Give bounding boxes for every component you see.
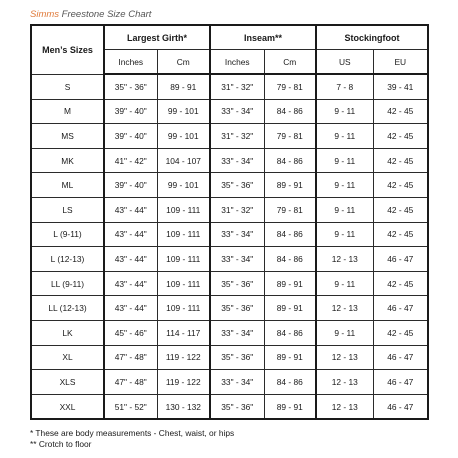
eu-size-cell: 42 - 45 [373, 173, 428, 198]
table-row [31, 222, 428, 247]
table-row [31, 320, 428, 345]
inseam-cm-cell: 89 - 91 [264, 173, 316, 198]
girth-inches-cell: 43" - 44" [104, 247, 157, 272]
eu-size-cell: 42 - 45 [373, 222, 428, 247]
size-cell: M [31, 99, 104, 124]
girth-inches-cell: 47" - 48" [104, 345, 157, 370]
girth-inches-cell: 43" - 44" [104, 271, 157, 296]
largest-girth-header: Largest Girth* [104, 25, 210, 50]
eu-size-cell: 42 - 45 [373, 320, 428, 345]
girth-inches-cell: 39" - 40" [104, 99, 157, 124]
size-cell: MK [31, 148, 104, 173]
footnotes [30, 428, 234, 450]
us-size-cell: 9 - 11 [316, 320, 373, 345]
us-size-cell: 9 - 11 [316, 271, 373, 296]
us-size-cell: 12 - 13 [316, 345, 373, 370]
us-size-cell: 9 - 11 [316, 173, 373, 198]
inseam-inches-cell: 35" - 36" [210, 271, 264, 296]
inseam-inches-cell: 33" - 34" [210, 247, 264, 272]
girth-cm-cell: 109 - 111 [157, 222, 210, 247]
girth-inches-cell: 39" - 40" [104, 173, 157, 198]
eu-size-cell: 42 - 45 [373, 271, 428, 296]
size-cell: LK [31, 320, 104, 345]
girth-inches-cell: 43" - 44" [104, 222, 157, 247]
size-cell: LL (9-11) [31, 271, 104, 296]
title-text: Freestone Size Chart [59, 9, 152, 20]
girth-cm-cell: 119 - 122 [157, 370, 210, 395]
mens-sizes-header: Men’s Sizes [31, 25, 104, 74]
stockingfoot-header: Stockingfoot [316, 25, 428, 50]
inseam-cm-cell: 84 - 86 [264, 148, 316, 173]
girth-inches-subheader: Inches [104, 50, 157, 75]
eu-size-cell: 42 - 45 [373, 99, 428, 124]
inseam-inches-cell: 33" - 34" [210, 222, 264, 247]
eu-size-cell: 42 - 45 [373, 197, 428, 222]
girth-cm-cell: 89 - 91 [157, 74, 210, 99]
inseam-inches-cell: 33" - 34" [210, 320, 264, 345]
girth-cm-cell: 109 - 111 [157, 247, 210, 272]
size-cell: MS [31, 124, 104, 149]
girth-cm-cell: 99 - 101 [157, 124, 210, 149]
inseam-cm-cell: 84 - 86 [264, 222, 316, 247]
eu-size-cell: 46 - 47 [373, 370, 428, 395]
inseam-cm-cell: 79 - 81 [264, 74, 316, 99]
inseam-header: Inseam** [210, 25, 316, 50]
size-cell: ML [31, 173, 104, 198]
inseam-cm-cell: 84 - 86 [264, 320, 316, 345]
table-row [31, 124, 428, 149]
footnote-body-measurements: * These are body measurements - Chest, waist, or hips [30, 428, 235, 438]
us-size-cell: 12 - 13 [316, 370, 373, 395]
eu-size-cell: 46 - 47 [373, 247, 428, 272]
inseam-inches-cell: 35" - 36" [210, 173, 264, 198]
table-row [31, 173, 428, 198]
girth-cm-cell: 99 - 101 [157, 173, 210, 198]
size-cell: XL [31, 345, 104, 370]
girth-inches-cell: 39" - 40" [104, 124, 157, 149]
girth-cm-cell: 119 - 122 [157, 345, 210, 370]
size-cell: XLS [31, 370, 104, 395]
table-row [31, 271, 428, 296]
inseam-cm-cell: 89 - 91 [264, 271, 316, 296]
size-rows [31, 74, 428, 419]
table-row [31, 394, 428, 419]
us-size-cell: 12 - 13 [316, 247, 373, 272]
inseam-inches-cell: 35" - 36" [210, 394, 264, 419]
inseam-inches-cell: 31" - 32" [210, 74, 264, 99]
us-size-cell: 9 - 11 [316, 197, 373, 222]
inseam-cm-cell: 84 - 86 [264, 247, 316, 272]
size-cell: XXL [31, 394, 104, 419]
girth-inches-cell: 43" - 44" [104, 296, 157, 321]
us-size-cell: 9 - 11 [316, 99, 373, 124]
girth-cm-cell: 99 - 101 [157, 99, 210, 124]
inseam-cm-cell: 89 - 91 [264, 394, 316, 419]
eu-size-cell: 46 - 47 [373, 394, 428, 419]
inseam-cm-cell: 79 - 81 [264, 197, 316, 222]
header-row [31, 25, 428, 50]
girth-cm-cell: 104 - 107 [157, 148, 210, 173]
girth-cm-cell: 109 - 111 [157, 197, 210, 222]
table-row [31, 345, 428, 370]
inseam-cm-cell: 84 - 86 [264, 370, 316, 395]
us-size-cell: 12 - 13 [316, 296, 373, 321]
us-size-cell: 9 - 11 [316, 222, 373, 247]
inseam-inches-cell: 31" - 32" [210, 124, 264, 149]
inseam-inches-cell: 35" - 36" [210, 296, 264, 321]
us-size-cell: 12 - 13 [316, 394, 373, 419]
inseam-cm-cell: 89 - 91 [264, 296, 316, 321]
us-size-cell: 9 - 11 [316, 124, 373, 149]
girth-cm-cell: 130 - 132 [157, 394, 210, 419]
inseam-inches-cell: 33" - 34" [210, 148, 264, 173]
table-row [31, 99, 428, 124]
girth-inches-cell: 35" - 36" [104, 74, 157, 99]
footnote-crotch-to-floor: ** Crotch to floor [30, 439, 92, 449]
size-chart-table [30, 24, 429, 420]
girth-inches-cell: 47" - 48" [104, 370, 157, 395]
us-subheader: US [316, 50, 373, 75]
size-cell: L (9-11) [31, 222, 104, 247]
table-row [31, 74, 428, 99]
chart-title [30, 9, 151, 20]
table-row [31, 247, 428, 272]
eu-size-cell: 46 - 47 [373, 345, 428, 370]
size-cell: LL (12-13) [31, 296, 104, 321]
inseam-inches-cell: 31" - 32" [210, 197, 264, 222]
inseam-inches-cell: 35" - 36" [210, 345, 264, 370]
us-size-cell: 9 - 11 [316, 148, 373, 173]
eu-size-cell: 39 - 41 [373, 74, 428, 99]
brand-name: Simms [30, 9, 60, 20]
size-cell: L (12-13) [31, 247, 104, 272]
eu-size-cell: 46 - 47 [373, 296, 428, 321]
girth-cm-cell: 109 - 111 [157, 271, 210, 296]
eu-subheader: EU [373, 50, 428, 75]
inseam-cm-cell: 84 - 86 [264, 99, 316, 124]
inseam-inches-subheader: Inches [210, 50, 264, 75]
eu-size-cell: 42 - 45 [373, 148, 428, 173]
girth-inches-cell: 43" - 44" [104, 197, 157, 222]
inseam-inches-cell: 33" - 34" [210, 370, 264, 395]
girth-cm-cell: 114 - 117 [157, 320, 210, 345]
girth-cm-cell: 109 - 111 [157, 296, 210, 321]
girth-inches-cell: 45" - 46" [104, 320, 157, 345]
girth-inches-cell: 41" - 42" [104, 148, 157, 173]
table-row [31, 197, 428, 222]
size-cell: LS [31, 197, 104, 222]
inseam-inches-cell: 33" - 34" [210, 99, 264, 124]
inseam-cm-subheader: Cm [264, 50, 316, 75]
inseam-cm-cell: 79 - 81 [264, 124, 316, 149]
us-size-cell: 7 - 8 [316, 74, 373, 99]
eu-size-cell: 42 - 45 [373, 124, 428, 149]
table-row [31, 148, 428, 173]
girth-inches-cell: 51" - 52" [104, 394, 157, 419]
inseam-cm-cell: 89 - 91 [264, 345, 316, 370]
table-row [31, 296, 428, 321]
size-cell: S [31, 74, 104, 99]
girth-cm-subheader: Cm [157, 50, 210, 75]
table-row [31, 370, 428, 395]
